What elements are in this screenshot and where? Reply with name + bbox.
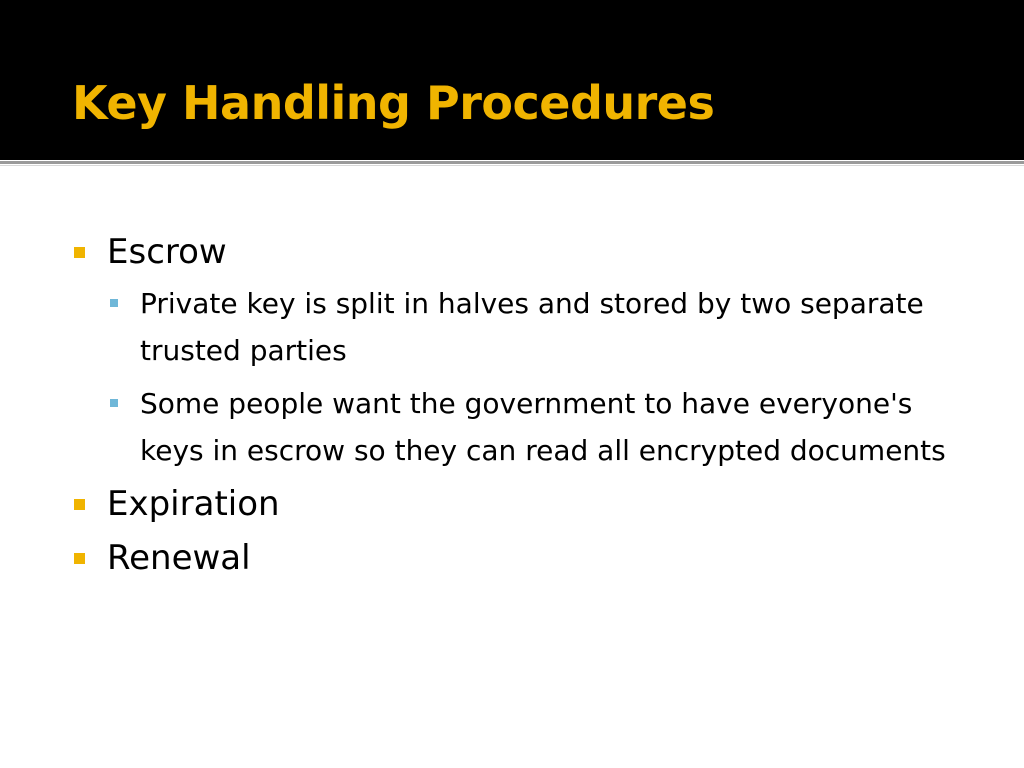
sub-bullet-item-government-escrow: [107, 380, 952, 474]
bullet-item-escrow: [72, 228, 952, 276]
sub-bullet-item-split-key: [107, 280, 952, 374]
title-divider-highlight: [0, 165, 1024, 166]
small-square-bullet-icon: [110, 399, 118, 407]
bullet-item-renewal: [72, 534, 952, 582]
bullet-item-expiration: [72, 480, 952, 528]
sub-bullet-text: Private key is split in halves and stored by two separate trusted parties: [140, 287, 924, 367]
bullet-list: [72, 228, 952, 582]
title-bar: [0, 0, 1024, 160]
square-bullet-icon: [74, 499, 85, 510]
small-square-bullet-icon: [110, 299, 118, 307]
square-bullet-icon: [74, 553, 85, 564]
slide-title: Key Handling Procedures: [72, 76, 715, 130]
bullet-text: Escrow: [107, 232, 227, 272]
bullet-text: Expiration: [107, 484, 280, 524]
bullet-text: Renewal: [107, 538, 251, 578]
title-divider: [0, 161, 1024, 164]
sub-bullet-text: Some people want the government to have everyone's keys in escrow so they can read all encrypted documents: [140, 387, 946, 467]
square-bullet-icon: [74, 247, 85, 258]
